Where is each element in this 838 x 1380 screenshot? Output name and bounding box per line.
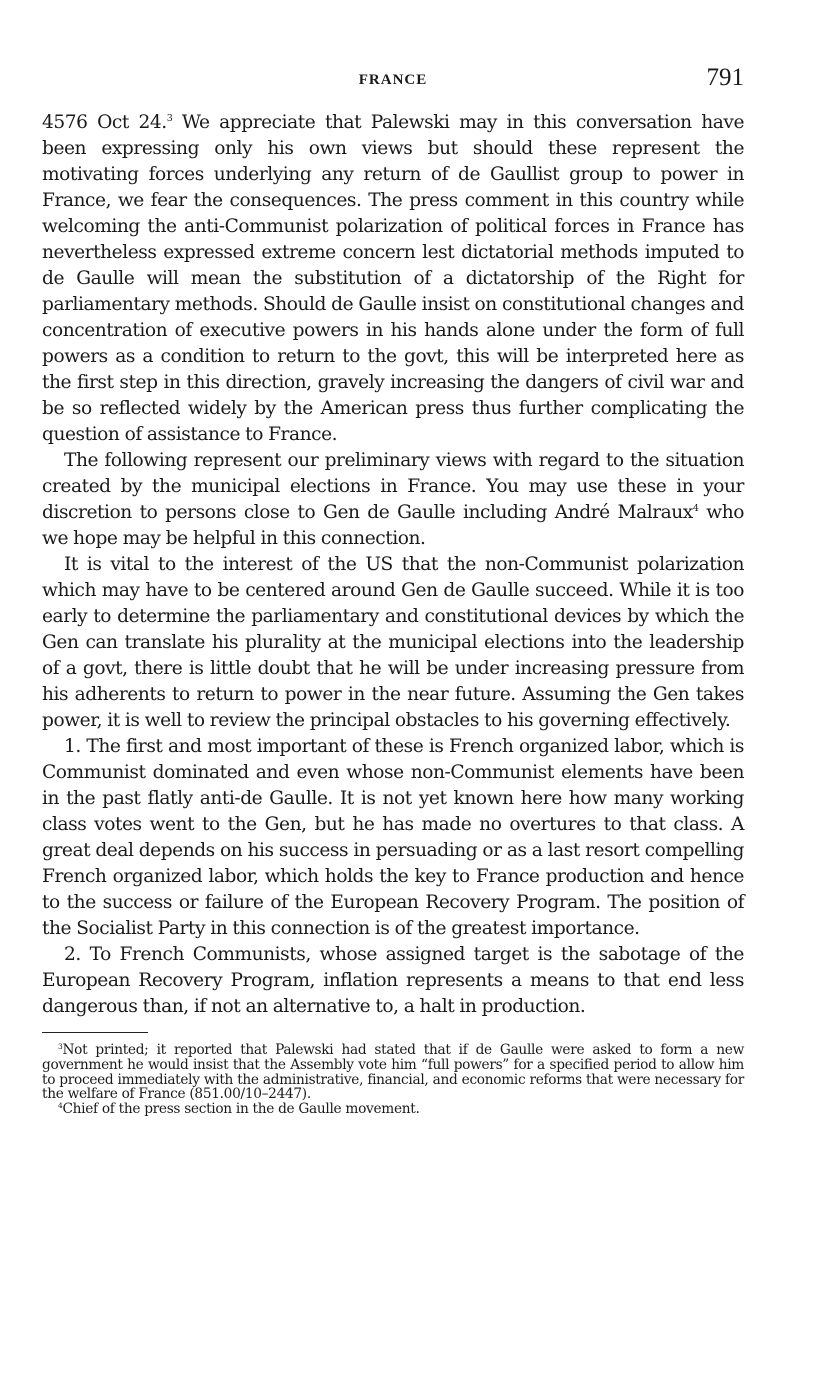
running-head: FRANCE [358, 72, 428, 88]
footnote-mark-3: 3 [58, 1042, 63, 1051]
body-text [42, 110, 744, 1020]
paragraph-2-start: The following represent our preliminary views with regard to the situation created by the municipal elections in France. You may use these in your discretion to persons close to Gen de Gaulle including André Malraux [42, 450, 744, 523]
footnote-ref-4: 4 [692, 503, 699, 514]
footnote-4 [42, 1102, 744, 1117]
footnote-4-text: Chief of the press section in the de Gaulle movement. [62, 1101, 420, 1118]
page-header [42, 62, 744, 96]
footnote-3-text: Not printed; it reported that Palewski had stated that if de Gaulle were asked to form a new government he would insist that the Assembly vote him “full powers” for a specified period to allow him to proceed immediately with the administrative, financial, and economic reforms that were necessary for the welfare of France (851.00/10–2447). [42, 1042, 744, 1103]
footnote-3 [42, 1043, 744, 1102]
paragraph-3: It is vital to the interest of the US that the non-Communist polarization which may have to be centered around Gen de Gaulle succeed. While it is too early to determine the parliamentary and constitutional devices by which the Gen can translate his plurality at the municipal elections into the leadership of a govt, there is little doubt that he will be under increasing pressure from his adherents to return to power in the near future. Assuming the Gen takes power, it is well to review the principal obstacles to his governing effectively. [42, 554, 744, 731]
footnote-ref-3: 3 [166, 113, 173, 124]
paragraph-1-start: 4576 Oct 24. [42, 112, 167, 133]
paragraph-5: 2. To French Communists, whose assigned target is the sabotage of the European Recovery Program, inflation represents a means to that end less dangerous than, if not an alternative to, a halt in production. [42, 944, 744, 1017]
footnote-mark-4: 4 [58, 1101, 63, 1111]
footnote-divider [42, 1032, 148, 1033]
paragraph-1-rest: We appreciate that Palewski may in this conversation have been expressing only his own views but should these represent the motivating forces underlying any return of de Gaullist group to power in France, we fear the consequences. The press comment in this country while welcoming the anti-Communist polarization of political forces in France has nevertheless expressed extreme concern lest dictatorial methods imputed to de Gaulle will mean the substitution of a dictatorship of the Right for parliamentary methods. Should de Gaulle insist on constitutional changes and concentration of executive powers in his hands alone under the form of full powers as a condition to return to the govt, this will be interpreted here as the first step in this direction, gravely increasing the dangers of civil war and be so reflected widely by the American press thus further complicating the question of assistance to France. [42, 112, 744, 445]
footnotes [42, 1043, 744, 1117]
paragraph-4: 1. The first and most important of these is French organized labor, which is Communist dominated and even whose non-Communist elements have been in the past flatly anti-de Gaulle. It is not yet known here how many working class votes went to the Gen, but he has made no overtures to that class. A great deal depends on his success in persuading or as a last resort compelling French organized labor, which holds the key to France production and hence to the success or failure of the European Recovery Program. The position of the Socialist Party in this connection is of the greatest importance. [42, 736, 744, 939]
paragraph-1 [42, 110, 744, 448]
page-number: 791 [706, 64, 744, 91]
paragraph-2-rest: who we hope may be helpful in this connection. [42, 502, 744, 549]
document-page [42, 62, 744, 1117]
paragraph-2 [42, 448, 744, 552]
